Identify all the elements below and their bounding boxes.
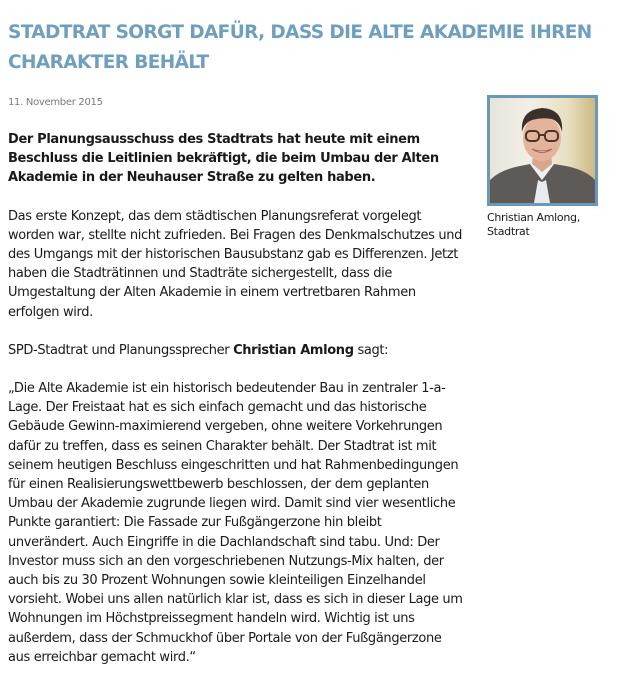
article-lead: Der Planungsausschuss des Stadtrats hat heute mit einem Beschluss die Leitlinien bekräftigt, die beim Umbau der Alten Akademie in der Neuhauser Straße zu gelten haben. xyxy=(8,132,439,186)
article-title: STADTRAT SORGT DAFÜR, DASS DIE ALTE AKADEMIE IHREN CHARAKTER BEHÄLT xyxy=(8,22,592,73)
author-photo xyxy=(487,95,598,206)
photo-caption xyxy=(487,211,597,239)
speaker-intro-after: sagt: xyxy=(353,342,389,358)
speaker-name: Christian Amlong xyxy=(233,342,354,358)
portrait-illustration-icon xyxy=(490,98,595,203)
caption-role: Stadtrat xyxy=(487,225,530,238)
author-sidebar xyxy=(487,95,597,239)
article-body xyxy=(8,130,463,686)
article-quote: „Die Alte Akademie ist ein historisch bedeutender Bau in zentraler 1-a-Lage. Der Freistaat hat es sich einfach gemacht und das historische Gebäude Gewinn-maximierend vergeben, ohne weitere Vorkehrungen dafür zu treffen, dass es seinen Charakter behält. Der Stadtrat ist mit seinem heutigen Beschluss eingeschritten und hat Rahmenbedingungen für einen Realisierungswettbewerb beschlossen, der dem geplanten Umbau der Akademie zugrunde liegen wird. Damit sind vier wesentliche Punkte garantiert: Die Fassade zur Fußgängerzone hin bleibt unverändert. Auch Eingriffe in die Dachlandschaft sind tabu. Und: Der Investor muss sich an den vorgeschriebenen Nutzungs-Mix halten, der auch bis zu 30 Prozent Wohnungen sowie kleinteiligen Einzelhandel vorsieht. Wobei uns allen natürlich klar ist, dass es sich in dieser Lage um Wohnungen im Höchstpreissegment handeln wird. Wichtig ist uns außerdem, dass der Schmuckhof über Portale von der Fußgängerzone aus erreichbar gemacht wird.“ xyxy=(8,381,463,665)
article-paragraph: Das erste Konzept, das dem städtischen Planungsreferat vorgelegt worden war, stellte nicht zufrieden. Bei Fragen des Denkmalschutzes und des Umgangs mit der historischen Bausubstanz gab es Differenzen. Jetzt haben die Stadträtinnen und Stadträte sichergestellt, dass die Umgestaltung der Alten Akademie in einem vertretbaren Rahmen erfolgen wird. xyxy=(8,208,463,320)
speaker-intro-before: SPD-Stadtrat und Planungssprecher xyxy=(8,342,234,358)
caption-name: Christian Amlong, xyxy=(487,211,580,224)
speaker-intro xyxy=(8,341,463,360)
article-date: 11. November 2015 xyxy=(8,97,103,108)
